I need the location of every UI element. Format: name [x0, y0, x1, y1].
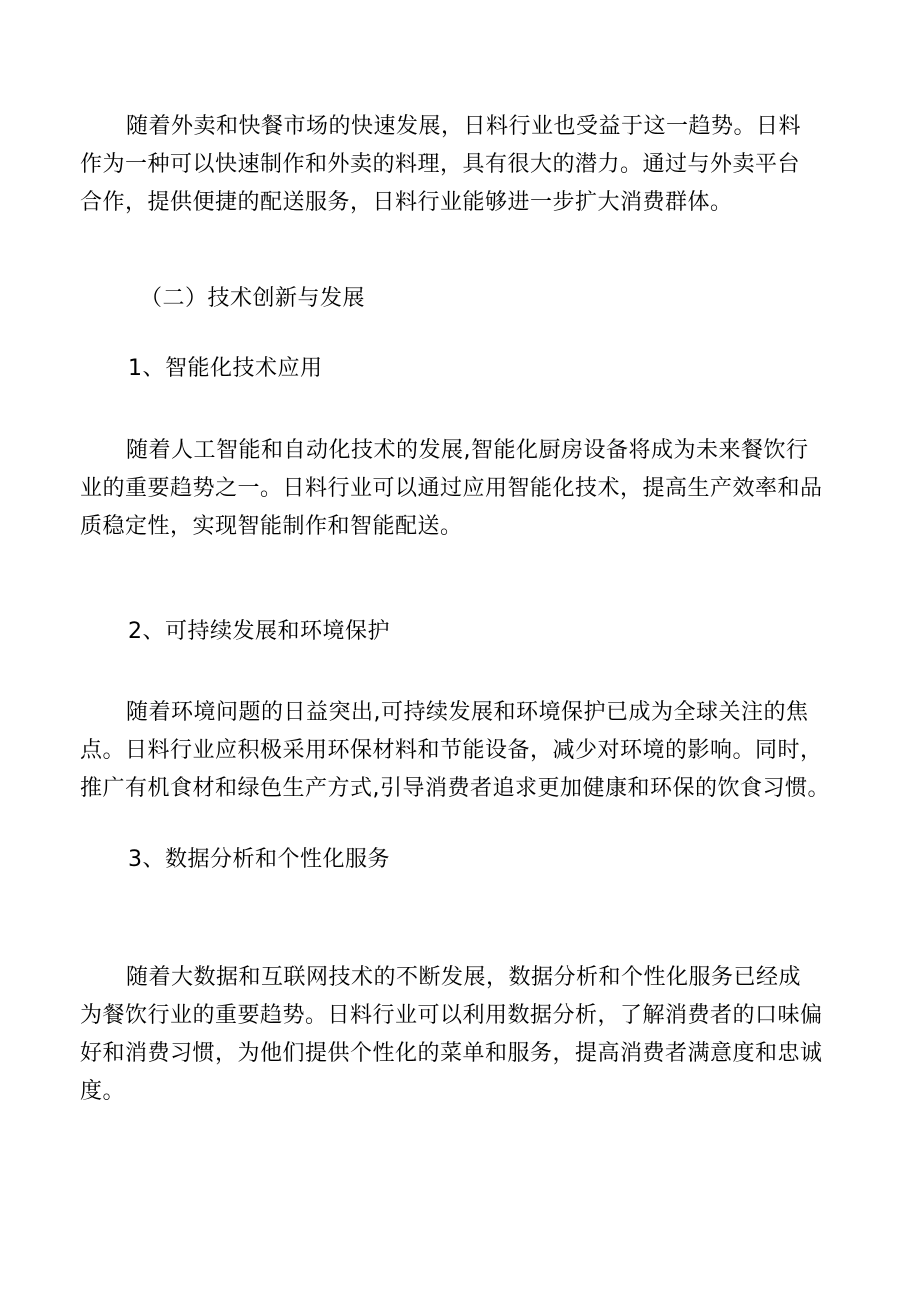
subheading-data-analysis: 3、数据分析和个性化服务: [128, 847, 390, 872]
paragraph-line: 合作，提供便捷的配送服务，日料行业能够进一步扩大消费群体。: [80, 190, 733, 215]
paragraph-line: 随着大数据和互联网技术的不断发展，数据分析和个性化服务已经成: [126, 965, 802, 990]
paragraph-line: 作为一种可以快速制作和外卖的料理，具有很大的潜力。通过与外卖平台: [80, 152, 801, 177]
paragraph-line: 随着环境问题的日益突出,可持续发展和环境保护已成为全球关注的焦: [126, 700, 809, 725]
paragraph-line: 好和消费习惯，为他们提供个性化的菜单和服务，提高消费者满意度和忠诚: [80, 1041, 823, 1066]
subheading-smart-tech: 1、智能化技术应用: [128, 356, 323, 381]
paragraph-line: 推广有机食材和绿色生产方式,引导消费者追求更加健康和环保的饮食习惯。: [80, 776, 830, 801]
paragraph-line: 随着外卖和快餐市场的快速发展，日料行业也受益于这一趋势。日料: [126, 114, 802, 139]
paragraph-line: 随着人工智能和自动化技术的发展,智能化厨房设备将成为未来餐饮行: [126, 438, 809, 463]
subheading-sustainability: 2、可持续发展和环境保护: [128, 619, 390, 644]
paragraph-line: 质稳定性，实现智能制作和智能配送。: [80, 514, 463, 539]
section-heading: （二）技术创新与发展: [140, 286, 366, 311]
paragraph-line: 点。日料行业应积极采用环保材料和节能设备，减少对环境的影响。同时，: [80, 738, 823, 763]
paragraph-smart-tech: [80, 432, 846, 546]
paragraph-line: 业的重要趋势之一。日料行业可以通过应用智能化技术，提高生产效率和品: [80, 476, 823, 501]
paragraph-delivery-trend: [80, 108, 846, 222]
paragraph-line: 为餐饮行业的重要趋势。日料行业可以利用数据分析，了解消费者的口味偏: [80, 1003, 823, 1028]
paragraph-data-analysis: [80, 959, 846, 1111]
paragraph-sustainability: [80, 694, 846, 808]
paragraph-line: 度。: [80, 1079, 126, 1104]
